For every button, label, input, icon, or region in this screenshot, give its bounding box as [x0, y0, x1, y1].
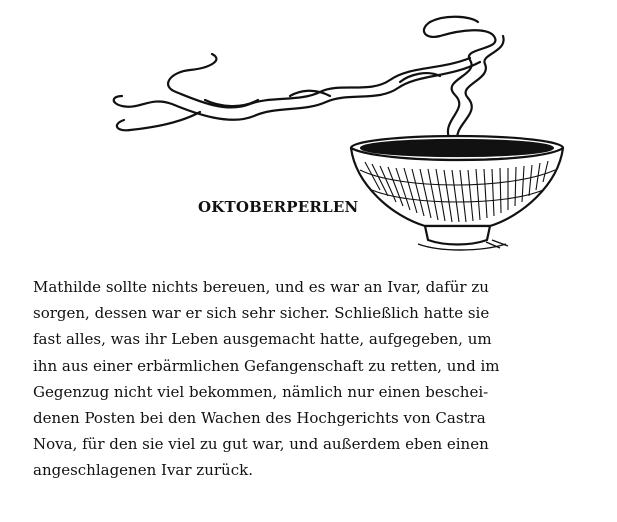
text-line: denen Posten bei den Wachen des Hochgerichts von Castra — [33, 409, 486, 428]
chapter-title: OKTOBERPERLEN — [198, 198, 359, 216]
steaming-bowl-icon — [100, 0, 580, 262]
text-line: Nova, für den sie viel zu gut war, und außerdem eben einen — [33, 435, 489, 454]
text-line: Gegenzug nicht viel bekommen, nämlich nur einen beschei- — [33, 382, 489, 401]
text-line: ihn aus einer erbärmlichen Gefangenschaft zu retten, und im — [33, 356, 500, 375]
text-line: angeschlagenen Ivar zurück. — [33, 461, 253, 480]
body-paragraph — [33, 274, 513, 484]
text-line: Mathilde sollte nichts bereuen, und es war an Ivar, dafür zu — [33, 278, 489, 296]
text-line: sorgen, dessen war er sich sehr sicher. Schließlich hatte sie — [33, 304, 490, 323]
text-line: fast alles, was ihr Leben ausgemacht hatte, aufgegeben, um — [33, 330, 492, 349]
